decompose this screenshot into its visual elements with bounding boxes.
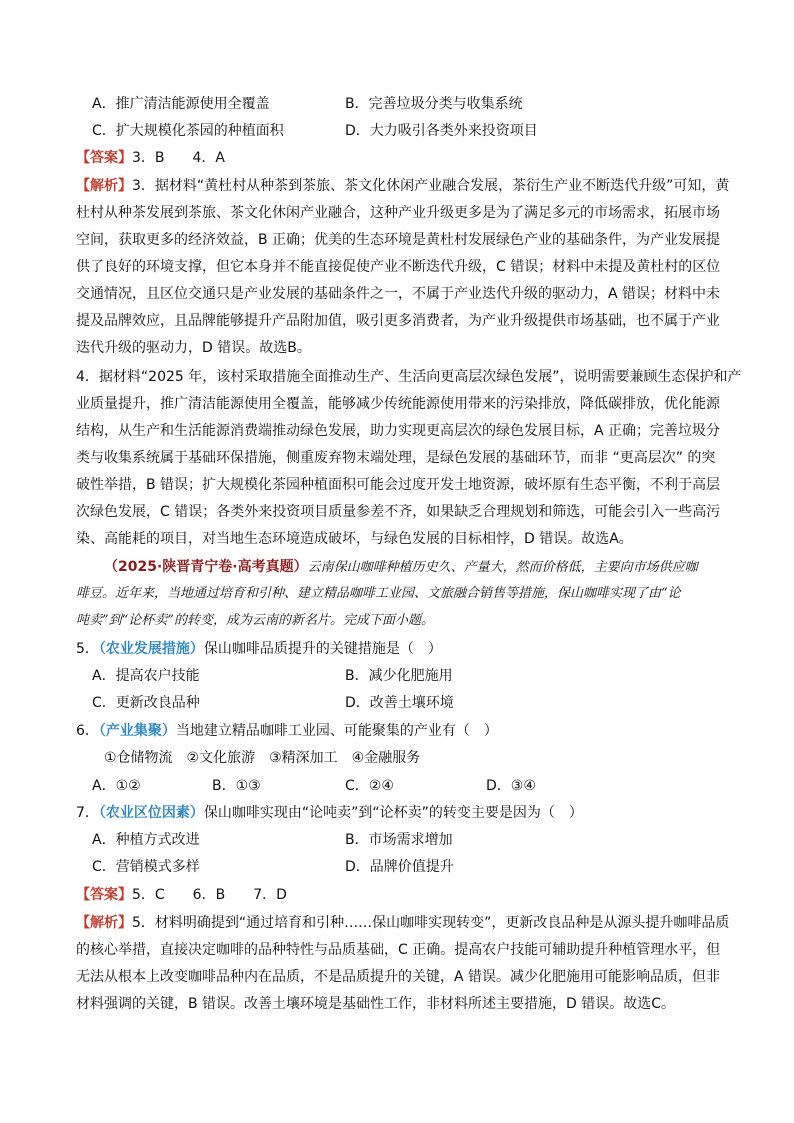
question-stem: 当地建立精品咖啡工业园、可能聚集的产业有（ ） [175,723,498,739]
analysis-line: 类与收集系统属于基础环保措施，侧重废弃物末端处理，是绿色发展的基础环节，而非 “更高层次” 的突 [76,450,716,466]
option-a[interactable]: A．种植方式改进 [92,832,200,848]
analysis-line: 【解析】5．材料明确提到“通过培育和引种……保山咖啡实现转变”，更新改良品种是从源头提升咖啡品质 [76,915,730,931]
source-tag: （2025·陕晋青宁卷·高考真题） [104,559,308,575]
analysis-line: 交通情况，且区位交通只是产业发展的基础条件之一，不属于产业迭代升级的驱动力，A 错误；材料中未 [76,286,721,302]
analysis-label: 【解析】 [76,915,132,931]
option-d[interactable]: D．品牌价值提升 [345,859,454,875]
option-a[interactable]: A．提高农户技能 [92,668,200,684]
analysis-line: 空间，获取更多的经济效益，B 正确；优美的生态环境是黄杜村发展绿色产业的基础条件，为产业发展提 [76,232,721,248]
analysis-line: 业质量提升，推广清洁能源使用全覆盖，能够减少传统能源使用带来的污染排放，降低碳排放，优化能源 [76,396,720,412]
analysis-line: 【解析】3．据材料“黄杜村从种茶到茶旅、茶文化休闲产业融合发展，茶衍生产业不断迭代升级”可知，黄 [76,178,730,194]
material-line: 吨卖”到“论杯卖”的转变，成为云南的新名片。完成下面小题。 [76,613,434,628]
option-c[interactable]: C．营销模式多样 [92,859,200,875]
material-line: （2025·陕晋青宁卷·高考真题）云南保山咖啡种植历史久、产量大，然而价格低，主要向市场供应咖 [104,559,698,575]
analysis-line: 提及品牌效应，且品牌能够提升产品附加值，吸引更多消费者，为产业升级提供市场基础，也不属于产业 [76,313,720,329]
option-b[interactable]: B．减少化肥施用 [345,668,453,684]
analysis-line: 4．据材料“2025 年，该村采取措施全面推动生产、生活向更高层次绿色发展”，说明需要兼顾生态保护和产 [76,369,742,385]
question-6: 6．（产业集聚）当地建立精品咖啡工业园、可能聚集的产业有（ ） [76,723,498,739]
answer-row [76,885,287,905]
option-a[interactable]: A．推广清洁能源使用全覆盖 [92,96,270,112]
analysis-line: 次绿色发展，C 错误；各类外来投资项目质量参差不齐，如果缺乏合理规划和筛选，可能会引入一些高污 [76,504,721,520]
option-a[interactable]: A．①② [92,778,141,794]
analysis-line: 无法从根本上改变咖啡品种内在品质，不是品质提升的关键，A 错误。减少化肥施用可能影响品质，但非 [76,969,721,985]
answer-text: 3．B 4．A [132,150,225,166]
analysis-line: 染、高能耗的项目，对当地生态环境造成破坏，与绿色发展的目标相悖，D 错误。故选A。 [76,531,633,547]
material-line: 啡豆。近年来，当地通过培育和引种、建立精品咖啡工业园、文旅融合销售等措施，保山咖啡实现了由“论 [76,586,681,601]
analysis-line: 破性举措，B 错误；扩大规模化茶园种植面积可能会过度开发土地资源，破坏原有生态平衡，不利于高层 [76,477,721,493]
question-stem: 保山咖啡实现由“论吨卖”到“论杯卖”的转变主要是因为（ ） [203,805,583,821]
option-c[interactable]: C．②④ [345,778,394,794]
analysis-line: 供了良好的环境支撑，但它本身并不能直接促使产业不断迭代升级，C 错误；材料中未提及黄杜村的区位 [76,259,721,275]
option-d[interactable]: D．大力吸引各类外来投资项目 [345,123,538,139]
option-d[interactable]: D．改善土壤环境 [345,695,454,711]
analysis-line: 结构，从生产和生活能源消费端推动绿色发展，助力实现更高层次的绿色发展目标，A 正确；完善垃圾分 [76,423,721,439]
analysis-line: 迭代升级的驱动力，D 错误。故选B。 [76,340,311,356]
option-b[interactable]: B．市场需求增加 [345,832,453,848]
analysis-line: 的核心举措，直接决定咖啡的品种特性与品质基础，C 正确。提高农户技能可辅助提升种植管理水平，但 [76,942,721,958]
question-tag: （农业区位因素） [98,805,204,821]
analysis-line: 材料强调的关键，B 错误。改善土壤环境是基础性工作，非材料所述主要措施，D 错误。故选C。 [76,996,676,1012]
question-7: 7．（农业区位因素）保山咖啡实现由“论吨卖”到“论杯卖”的转变主要是因为（ ） [76,805,583,821]
answer-label: 【答案】 [76,150,132,166]
option-c[interactable]: C．扩大规模化茶园的种植面积 [92,123,284,139]
answer-label: 【答案】 [76,887,132,903]
analysis-label: 【解析】 [76,178,132,194]
question-5: 5．（农业发展措施）保山咖啡品质提升的关键措施是（ ） [76,641,442,657]
answer-text: 5．C 6．B 7．D [132,887,287,903]
option-b[interactable]: B．①③ [212,778,261,794]
answer-row [76,148,225,168]
question-stem: 保山咖啡品质提升的关键措施是（ ） [203,641,442,657]
question-items: ①仓储物流 ②文化旅游 ③精深加工 ④金融服务 [104,750,421,766]
analysis-line: 杜村从种茶发展到茶旅、茶文化休闲产业融合，这种产业升级更多是为了满足多元的市场需求，拓展市场 [76,205,720,221]
option-c[interactable]: C．更新改良品种 [92,695,200,711]
question-tag: （农业发展措施） [98,641,204,657]
option-d[interactable]: D．③④ [486,778,536,794]
option-b[interactable]: B．完善垃圾分类与收集系统 [345,96,523,112]
question-tag: （产业集聚） [98,723,176,739]
